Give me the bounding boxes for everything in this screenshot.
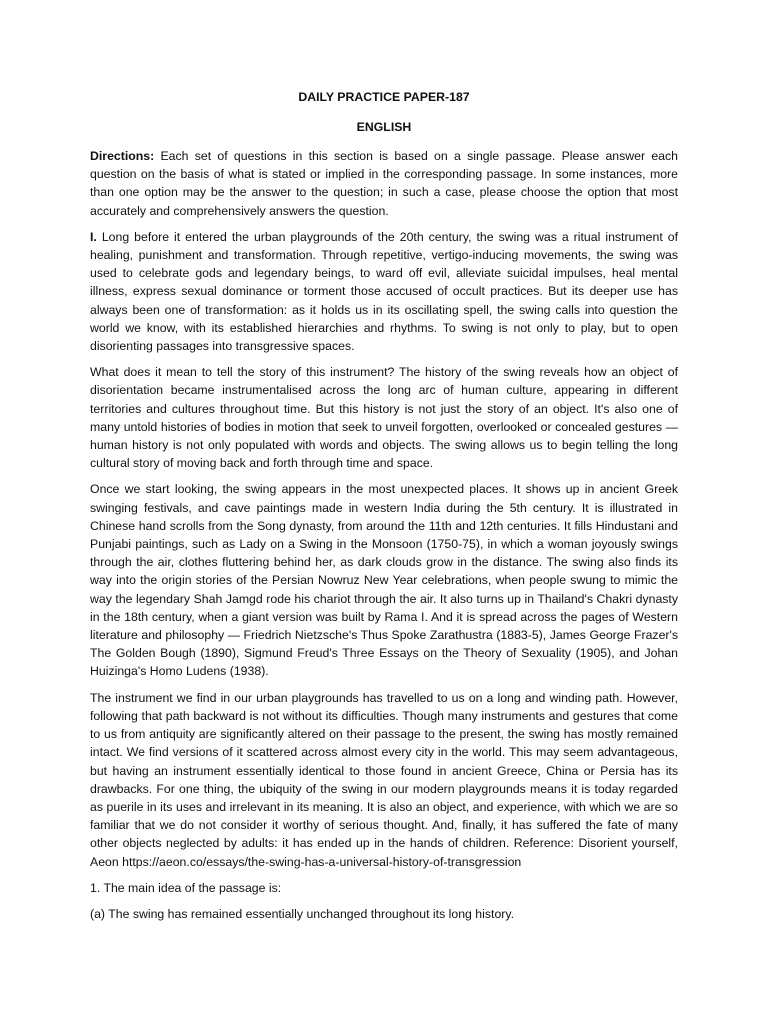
passage-number: I. <box>90 229 97 244</box>
directions-label: Directions: <box>90 149 155 163</box>
passage-paragraph-1-text: Long before it entered the urban playgrounds of the 20th century, the swing was a ritual instrument of healing, punishment and transformation. Through repetitive, vertigo-inducing movements, the swing was used to celebrate gods and legendary beings, to ward off evil, alleviate suicidal impulses, heal mental illness, express sexual dominance or torment those accused of occult practices. But its deeper use has always been one of transformation: as it holds us in its oscillating spell, the swing calls into question the world we know, with its established hierarchies and rhythms. To swing is not only to play, but to open disorienting passages into transgressive spaces. <box>90 229 678 354</box>
passage-paragraph-2: What does it mean to tell the story of this instrument? The history of the swing reveals how an object of disorientation became instrumentalised across the long arc of human culture, appearing in different territories and cultures throughout time. But this history is not just the story of an object. It's also one of many untold histories of bodies in motion that seek to unveil forgotten, overlooked or concealed gestures — human history is not only populated with words and objects. The swing allows us to begin telling the long cultural story of moving back and forth through time and space. <box>90 365 678 471</box>
paper-title: DAILY PRACTICE PAPER-187 <box>298 90 470 104</box>
question-option-a: (a) The swing has remained essentially unchanged throughout its long history. <box>90 906 515 921</box>
question-stem: 1. The main idea of the passage is: <box>90 880 282 895</box>
document-page <box>90 88 678 931</box>
directions-text: Each set of questions in this section is based on a single passage. Please answer each question on the basis of what is stated or implied in the corresponding passage. In some instances, more than one option may be the answer to the question; in such a case, please choose the option that most accurately and comprehensively answers the question. <box>90 149 678 218</box>
subject-heading: ENGLISH <box>356 120 412 134</box>
passage-paragraph-4: The instrument we find in our urban playgrounds has travelled to us on a long and winding path. However, following that path backward is not without its difficulties. Though many instruments and gestures that come to us from antiquity are significantly altered on their passage to the present, the swing has mostly remained intact. We find versions of it scattered across almost every city in the world. This may seem advantageous, but having an instrument essentially identical to those found in ancient Greece, China or Persia has its drawbacks. For one thing, the ubiquity of the swing in our modern playgrounds means it is today regarded as puerile in its uses and irrelevant in its meaning. It is also an object, and experience, with which we are so familiar that we do not consider it worthy of serious thought. And, finally, it has suffered the fate of many other objects neglected by adults: it has ended up in the hands of children. Reference: Disorient yourself, Aeon https://aeon.co/essays/the-swing-has-a-universal-history-of-transgression <box>90 690 678 869</box>
directions-paragraph <box>90 147 678 220</box>
passage-paragraph-3: Once we start looking, the swing appears in the most unexpected places. It shows up in ancient Greek swinging festivals, and cave paintings made in western India during the 5th century. It is illustrated in Chinese hand scrolls from the Song dynasty, from around the 11th and 12th centuries. It fills Hindustani and Punjabi paintings, such as Lady on a Swing in the Monsoon (1750-75), in which a woman joyously swings through the air, clothes fluttering behind her, as dark clouds grow in the distance. The swing also finds its way into the origin stories of the Persian Nowruz New Year celebrations, when people swung to mimic the way the legendary Shah Jamgd rode his chariot through the air. It also turns up in Thailand's Chakri dynasty in the 18th century, when a giant version was built by Rama I. And it is spread across the pages of Western literature and philosophy — Friedrich Nietzsche's Thus Spoke Zarathustra (1883-5), James George Frazer's The Golden Bough (1890), Sigmund Freud's Three Essays on the Theory of Sexuality (1905), and Johan Huizinga's Homo Ludens (1938). <box>90 482 678 679</box>
passage-paragraph-1 <box>90 228 678 355</box>
